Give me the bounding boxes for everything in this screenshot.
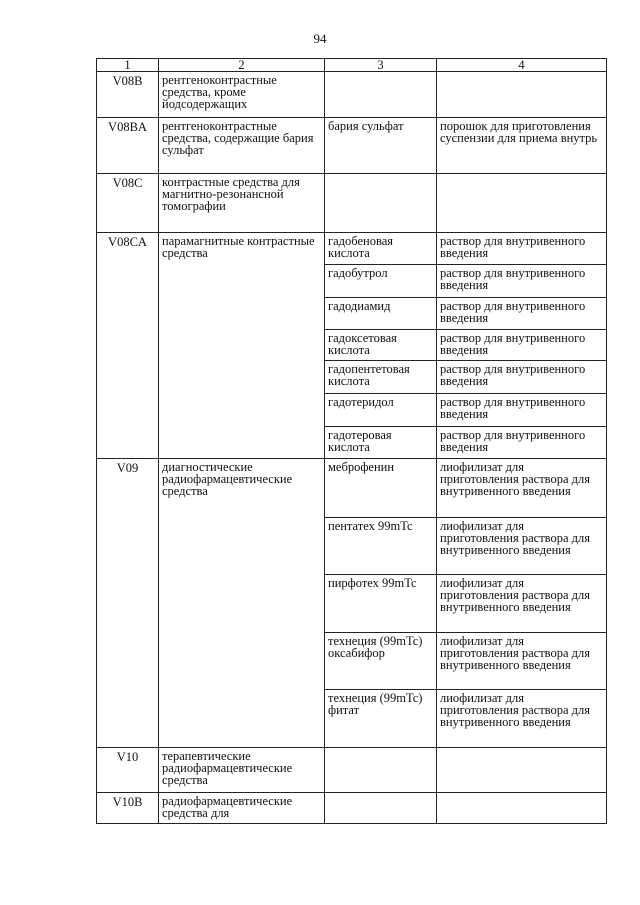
group-name: парамагнитные контрастные средства <box>159 233 325 459</box>
dosage-form: раствор для внутривенного введения <box>437 427 607 459</box>
drug-name: гадобеновая кислота <box>325 233 437 265</box>
drug-name <box>325 793 437 824</box>
dosage-form: порошок для приготовления суспензии для приема внутрь <box>437 118 607 174</box>
atc-code: V08CA <box>97 233 159 459</box>
dosage-form: раствор для внутривенного введения <box>437 298 607 330</box>
table-row <box>97 459 607 518</box>
dosage-form: раствор для внутривенного введения <box>437 361 607 394</box>
drug-name: технеция (99mTc) оксабифор <box>325 633 437 690</box>
drug-name: пирфотех 99mTc <box>325 575 437 633</box>
group-name: рентгеноконтрастные средства, кроме йодсодержащих <box>159 72 325 118</box>
drug-name: меброфенин <box>325 459 437 518</box>
drug-name: бария сульфат <box>325 118 437 174</box>
drug-name: технеция (99mTc) фитат <box>325 690 437 748</box>
header-col-3: 3 <box>325 59 437 72</box>
atc-code: V08C <box>97 174 159 233</box>
group-name: терапевтические радиофармацевтические средства <box>159 748 325 793</box>
dosage-form: лиофилизат для приготовления раствора для внутривенного введения <box>437 690 607 748</box>
drug-table <box>96 58 607 824</box>
page-number: 94 <box>313 31 327 46</box>
dosage-form: раствор для внутривенного введения <box>437 265 607 298</box>
group-name: диагностические радиофармацевтические средства <box>159 459 325 748</box>
drug-name: гадотеридол <box>325 394 437 427</box>
dosage-form <box>437 174 607 233</box>
dosage-form: раствор для внутривенного введения <box>437 233 607 265</box>
atc-code: V10B <box>97 793 159 824</box>
group-name: контрастные средства для магнитно-резонансной томографии <box>159 174 325 233</box>
dosage-form <box>437 793 607 824</box>
group-name: радиофармацевтические средства для <box>159 793 325 824</box>
table-row <box>97 748 607 793</box>
header-col-1: 1 <box>97 59 159 72</box>
dosage-form: лиофилизат для приготовления раствора для внутривенного введения <box>437 518 607 575</box>
atc-code: V08BA <box>97 118 159 174</box>
drug-name: пентатех 99mTc <box>325 518 437 575</box>
dosage-form <box>437 72 607 118</box>
drug-name <box>325 748 437 793</box>
dosage-form: раствор для внутривенного введения <box>437 394 607 427</box>
dosage-form <box>437 748 607 793</box>
dosage-form: лиофилизат для приготовления раствора для внутривенного введения <box>437 459 607 518</box>
drug-name: гадодиамид <box>325 298 437 330</box>
dosage-form: раствор для внутривенного введения <box>437 330 607 361</box>
header-col-2: 2 <box>159 59 325 72</box>
table-row <box>97 793 607 824</box>
drug-name: гадоксетовая кислота <box>325 330 437 361</box>
dosage-form: лиофилизат для приготовления раствора для внутривенного введения <box>437 575 607 633</box>
group-name: рентгеноконтрастные средства, содержащие бария сульфат <box>159 118 325 174</box>
dosage-form: лиофилизат для приготовления раствора для внутривенного введения <box>437 633 607 690</box>
table-row <box>97 174 607 233</box>
drug-name: гадотеровая кислота <box>325 427 437 459</box>
drug-name <box>325 174 437 233</box>
drug-name <box>325 72 437 118</box>
atc-code: V10 <box>97 748 159 793</box>
table-row <box>97 233 607 265</box>
table-row <box>97 72 607 118</box>
table-header-row <box>97 59 607 72</box>
drug-name: гадопентетовая кислота <box>325 361 437 394</box>
header-col-4: 4 <box>437 59 607 72</box>
atc-code: V08B <box>97 72 159 118</box>
atc-code: V09 <box>97 459 159 748</box>
table-row <box>97 118 607 174</box>
drug-name: гадобутрол <box>325 265 437 298</box>
